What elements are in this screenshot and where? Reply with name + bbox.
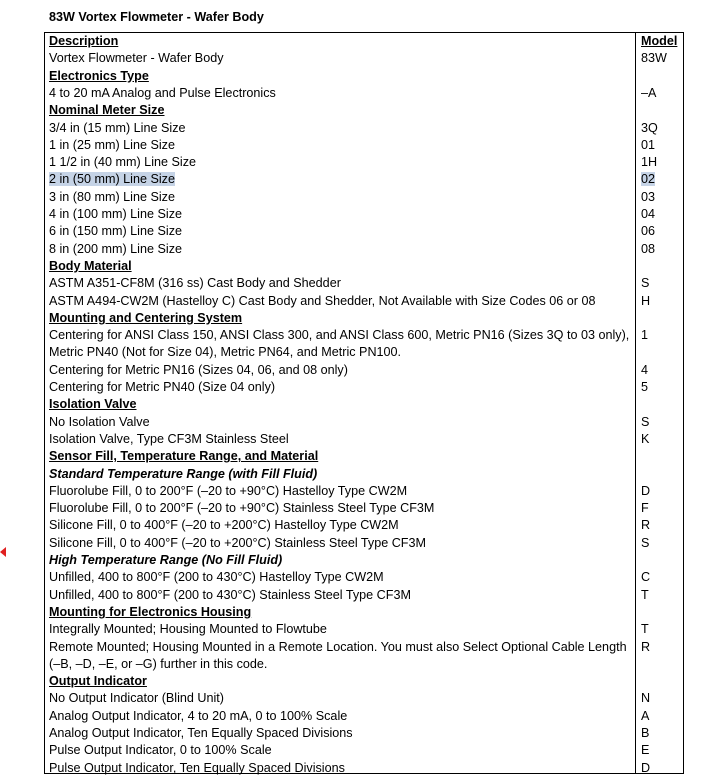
row-model-code: T [641, 587, 649, 602]
row-description: Electronics Type [49, 68, 149, 83]
row-description: Sensor Fill, Temperature Range, and Material [49, 449, 319, 464]
row-description: 1 in (25 mm) Line Size [49, 137, 175, 152]
row-model-code: A [641, 708, 650, 723]
row-description: 4 in (100 mm) Line Size [49, 207, 182, 221]
row-description: 4 to 20 mA Analog and Pulse Electronics [49, 85, 276, 100]
row-description: ASTM A494-CW2M (Hastelloy C) Cast Body and Shedder, Not Available with Size Codes 06 or 08 [49, 293, 596, 308]
row-description: ASTM A351-CF8M (316 ss) Cast Body and Shedder [49, 276, 341, 291]
row-description: Mounting for Electronics Housing [49, 604, 252, 619]
row-model-code: 4 [641, 362, 649, 377]
row-description [49, 171, 631, 188]
row-description: 6 in (150 mm) Line Size [49, 224, 182, 239]
row-description: High Temperature Range (No Fill Fluid) [49, 553, 283, 567]
row-description: Pulse Output Indicator, 0 to 100% Scale [49, 743, 272, 758]
row-description: Remote Mounted; Housing Mounted in a Remote Location. You must also Select Optional Cable Length (–B, –D, –E, or –G) further in this code. [49, 639, 627, 671]
row-model-code: R [641, 639, 651, 654]
row-description: Output Indicator [49, 674, 147, 689]
row-description: No Isolation Valve [49, 414, 150, 429]
row-description: Centering for Metric PN40 (Size 04 only) [49, 380, 276, 394]
row-description: 3/4 in (15 mm) Line Size [49, 120, 186, 135]
row-description: Centering for ANSI Class 150, ANSI Class 300, and ANSI Class 600, Metric PN16 (Sizes 3Q to 03 only), Metric PN40 (Not for Size 04), Metric PN64, and Metric PN100. [49, 328, 630, 360]
row-description: Nominal Meter Size [49, 103, 165, 118]
row-description: Analog Output Indicator, 4 to 20 mA, 0 to 100% Scale [49, 708, 348, 723]
row-model-code: 01 [641, 137, 656, 152]
row-model-code: 5 [641, 380, 649, 394]
row-description: Analog Output Indicator, Ten Equally Spaced Divisions [49, 726, 353, 740]
left-edge-marker [0, 547, 6, 557]
row-description: Unfilled, 400 to 800°F (200 to 430°C) Stainless Steel Type CF3M [49, 587, 411, 602]
row-model-code: 04 [641, 207, 656, 221]
row-model-code: 1 [641, 328, 649, 343]
row-model-code: B [641, 726, 650, 740]
row-model-code: 1H [641, 155, 658, 170]
row-description: Integrally Mounted; Housing Mounted to Flowtube [49, 622, 327, 637]
row-model-code: D [641, 760, 651, 775]
row-model-code: S [641, 276, 650, 291]
row-description: Standard Temperature Range (with Fill Fluid) [49, 466, 318, 481]
row-description: Body Material [49, 258, 132, 273]
row-description: Mounting and Centering System [49, 310, 243, 325]
column-divider [635, 33, 636, 773]
row-model-code: 08 [641, 241, 656, 256]
row-description: 8 in (200 mm) Line Size [49, 241, 182, 256]
row-model-code: 83W [641, 51, 667, 66]
row-description: Fluorolube Fill, 0 to 200°F (–20 to +90°C) Hastelloy Type CW2M [49, 483, 408, 498]
row-model-code: K [641, 431, 650, 446]
row-model-code: R [641, 518, 651, 533]
row-description: 1 1/2 in (40 mm) Line Size [49, 155, 196, 170]
row-model-code: S [641, 535, 650, 550]
row-model-code: 03 [641, 189, 656, 204]
row-description: Centering for Metric PN16 (Sizes 04, 06, and 08 only) [49, 362, 348, 377]
selected-text-highlight[interactable]: 2 in (50 mm) Line Size [49, 172, 175, 187]
row-description: Fluorolube Fill, 0 to 200°F (–20 to +90°C) Stainless Steel Type CF3M [49, 501, 435, 516]
model-code-table [44, 32, 684, 774]
row-model-code: –A [641, 85, 657, 100]
row-description: Vortex Flowmeter - Wafer Body [49, 51, 224, 66]
row-description: Silicone Fill, 0 to 400°F (–20 to +200°C) Hastelloy Type CW2M [49, 518, 399, 533]
row-description: Isolation Valve, Type CF3M Stainless Steel [49, 431, 289, 446]
row-model-code: F [641, 501, 649, 516]
row-description: Silicone Fill, 0 to 400°F (–20 to +200°C) Stainless Steel Type CF3M [49, 535, 426, 550]
row-model-code [641, 171, 655, 188]
row-description: No Output Indicator (Blind Unit) [49, 691, 224, 706]
row-model-code: 3Q [641, 120, 658, 135]
row-model-code: 06 [641, 224, 656, 239]
page-title: 83W Vortex Flowmeter - Wafer Body [49, 10, 264, 24]
description-header: Description [49, 34, 119, 48]
row-model-code: T [641, 622, 649, 637]
row-model-code: D [641, 483, 651, 498]
row-description: Isolation Valve [49, 397, 137, 412]
row-description: 3 in (80 mm) Line Size [49, 189, 175, 204]
model-header: Model [641, 34, 678, 48]
row-description: Pulse Output Indicator, Ten Equally Spaced Divisions [49, 760, 345, 775]
row-model-code: C [641, 570, 651, 585]
row-model-code: H [641, 293, 651, 308]
selected-code-highlight[interactable]: 02 [641, 172, 656, 187]
row-model-code: S [641, 414, 650, 429]
row-model-code: N [641, 691, 651, 706]
row-model-code: E [641, 743, 650, 758]
row-description: Unfilled, 400 to 800°F (200 to 430°C) Hastelloy Type CW2M [49, 570, 384, 585]
